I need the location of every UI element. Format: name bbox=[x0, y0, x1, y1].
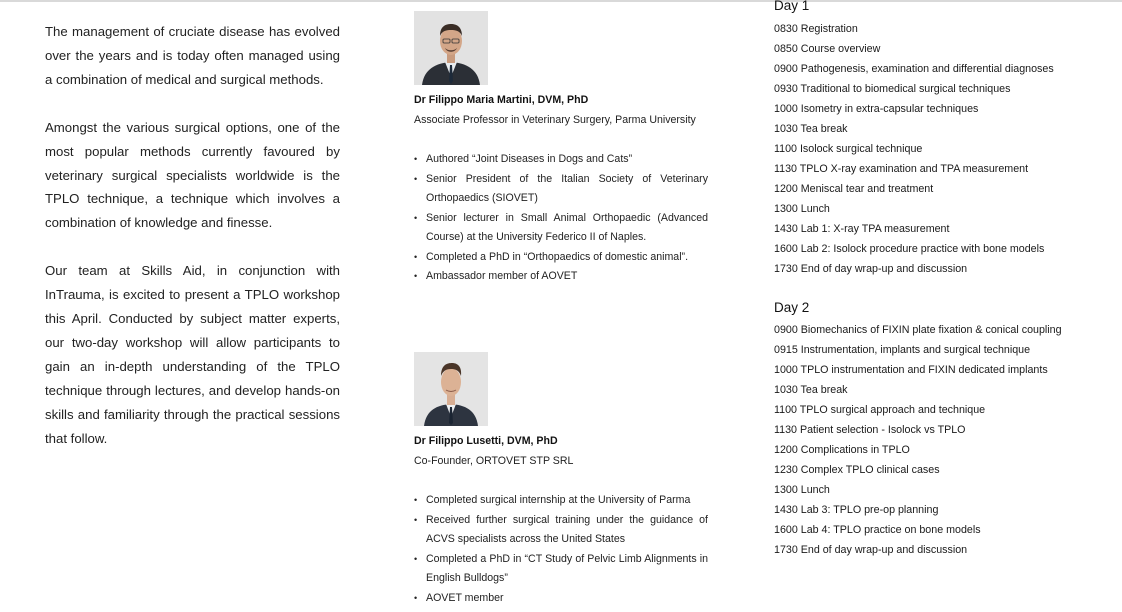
speaker-name: Dr Filippo Lusetti, DVM, PhD bbox=[414, 435, 558, 447]
list-item: • Completed surgical internship at the University of Parma bbox=[414, 491, 708, 511]
list-item: • Authored “Joint Diseases in Dogs and Cats” bbox=[414, 150, 708, 170]
schedule-item: 1100 Isolock surgical technique bbox=[774, 143, 923, 155]
day-heading: Day 1 bbox=[774, 0, 810, 13]
schedule-item: 1000 Isometry in extra-capsular techniques bbox=[774, 103, 979, 115]
schedule-item: 1200 Meniscal tear and treatment bbox=[774, 183, 934, 195]
day-2-schedule-list bbox=[774, 320, 1094, 560]
schedule-item: 1600 Lab 2: Isolock procedure practice with bone models bbox=[774, 243, 1045, 255]
schedule-item: 1130 Patient selection - Isolock vs TPLO bbox=[774, 424, 966, 436]
list-item: • Senior President of the Italian Society of Veterinary Orthopaedics (SIOVET) bbox=[414, 170, 708, 209]
schedule-item: 1600 Lab 4: TPLO practice on bone models bbox=[774, 524, 981, 536]
speaker-photo-lusetti bbox=[414, 352, 488, 426]
list-item: • Senior lecturer in Small Animal Orthopaedic (Advanced Course) at the University Federico II of Naples. bbox=[414, 209, 708, 248]
schedule-item: 0930 Traditional to biomedical surgical techniques bbox=[774, 83, 1011, 95]
intro-column bbox=[45, 20, 340, 475]
schedule-item: 1230 Complex TPLO clinical cases bbox=[774, 464, 940, 476]
list-item: • Completed a PhD in “Orthopaedics of domestic animal”. bbox=[414, 248, 708, 268]
schedule-item: 1130 TPLO X-ray examination and TPA measurement bbox=[774, 163, 1029, 175]
speaker-credentials-list bbox=[414, 491, 708, 608]
speaker-credentials-list bbox=[414, 150, 708, 287]
schedule-item: 0915 Instrumentation, implants and surgical technique bbox=[774, 344, 1031, 356]
intro-paragraph: The management of cruciate disease has evolved over the years and is today often managed using a combination of medical and surgical methods. bbox=[45, 24, 340, 87]
speaker-role: Associate Professor in Veterinary Surgery, Parma University bbox=[414, 114, 696, 126]
schedule-item: 0850 Course overview bbox=[774, 43, 881, 55]
schedule-item: 1730 End of day wrap-up and discussion bbox=[774, 263, 968, 275]
list-item: • Ambassador member of AOVET bbox=[414, 267, 708, 287]
speaker-name: Dr Filippo Maria Martini, DVM, PhD bbox=[414, 94, 589, 106]
top-divider bbox=[0, 0, 1122, 2]
intro-paragraph: Our team at Skills Aid, in conjunction with InTrauma, is excited to present a TPLO workshop this April. Conducted by subject matter experts, our two-day workshop will allow participants to gain an in-depth understanding of the TPLO technique through lectures, and develop hands-on skills and familiarity through the practical sessions that follow. bbox=[45, 263, 340, 446]
list-item: • Received further surgical training under the guidance of ACVS specialists across the United States bbox=[414, 511, 708, 550]
schedule-item: 1000 TPLO instrumentation and FIXIN dedicated implants bbox=[774, 364, 1048, 376]
schedule-item: 1730 End of day wrap-up and discussion bbox=[774, 544, 968, 556]
list-item: • AOVET member bbox=[414, 589, 708, 609]
speaker-role: Co-Founder, ORTOVET STP SRL bbox=[414, 455, 574, 467]
day-1-schedule-list bbox=[774, 19, 1094, 279]
person-portrait-icon bbox=[414, 352, 488, 426]
schedule-item: 1300 Lunch bbox=[774, 484, 830, 496]
schedule-item: 1430 Lab 3: TPLO pre-op planning bbox=[774, 504, 939, 516]
schedule-item: 1200 Complications in TPLO bbox=[774, 444, 910, 456]
schedule-item: 0900 Biomechanics of FIXIN plate fixation & conical coupling bbox=[774, 324, 1062, 336]
list-item: • Completed a PhD in “CT Study of Pelvic Limb Alignments in English Bulldogs” bbox=[414, 550, 708, 589]
intro-paragraph: Amongst the various surgical options, one of the most popular methods currently favoured by veterinary surgical specialists worldwide is the TPLO technique, a technique which involves a combination of knowledge and finesse. bbox=[45, 119, 340, 231]
schedule-item: 1300 Lunch bbox=[774, 203, 830, 215]
day-heading: Day 2 bbox=[774, 300, 810, 315]
schedule-item: 1100 TPLO surgical approach and technique bbox=[774, 404, 986, 416]
schedule-item: 0900 Pathogenesis, examination and differential diagnoses bbox=[774, 63, 1054, 75]
person-portrait-icon bbox=[414, 11, 488, 85]
schedule-item: 1430 Lab 1: X-ray TPA measurement bbox=[774, 223, 950, 235]
speaker-photo-martini bbox=[414, 11, 488, 85]
schedule-item: 1030 Tea break bbox=[774, 384, 848, 396]
schedule-item: 1030 Tea break bbox=[774, 123, 848, 135]
schedule-item: 0830 Registration bbox=[774, 23, 858, 35]
